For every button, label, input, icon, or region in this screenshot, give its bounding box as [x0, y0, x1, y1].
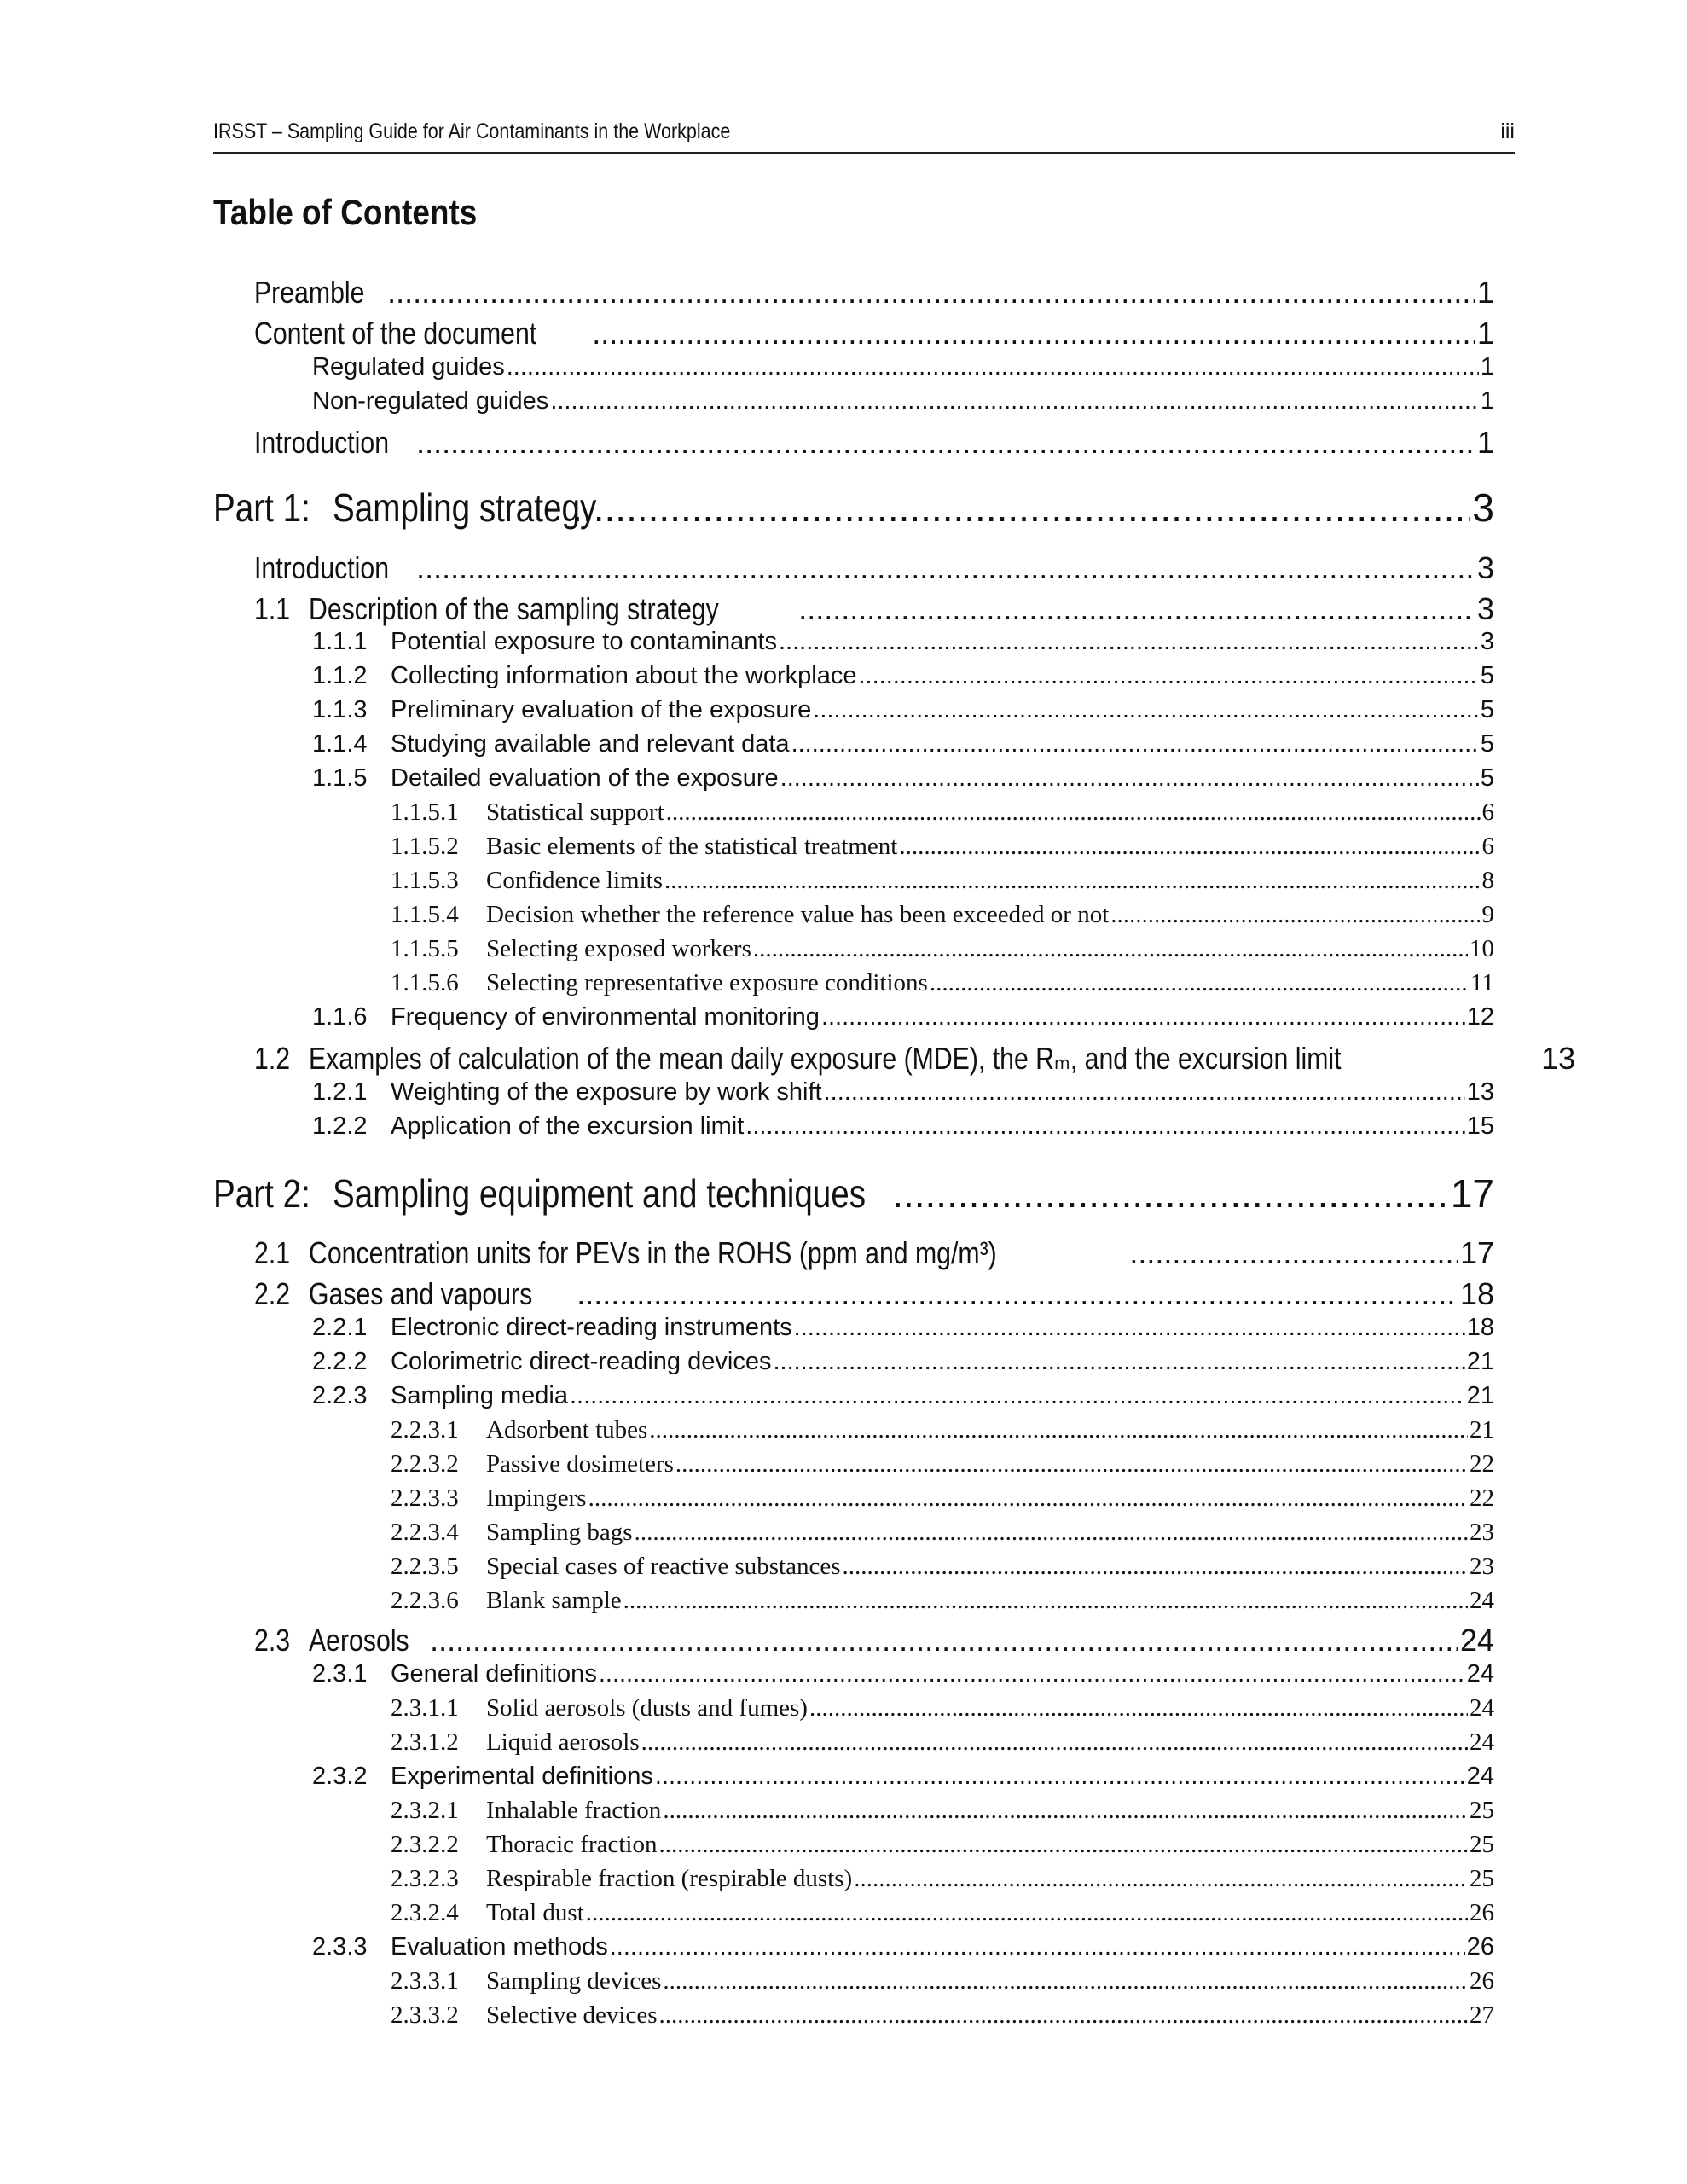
toc-entry-label: Weighting of the exposure by work shift [391, 1078, 822, 1106]
dot-leader [843, 1553, 1469, 1581]
toc-entry-label: Non-regulated guides [312, 387, 549, 415]
toc-entry-page: 3 [1476, 550, 1494, 585]
toc-entry[interactable] [312, 730, 1494, 764]
toc-entry[interactable] [391, 1899, 1494, 1933]
toc-entry-label: Aerosols [309, 1623, 409, 1658]
running-title: IRSST – Sampling Guide for Air Contaminants in the Workplace [213, 119, 731, 143]
toc-entry-label: Potential exposure to contaminants [391, 628, 777, 655]
toc-entry-label: Adsorbent tubes [486, 1416, 648, 1443]
toc-entry-page: 22 [1470, 1450, 1494, 1478]
toc-entry-number: 1.1.5.3 [391, 867, 459, 894]
dot-leader [659, 2001, 1469, 2030]
toc-entry-number: 2.3.3.2 [391, 2001, 459, 2029]
toc-entry-label: Blank sample [486, 1587, 622, 1614]
toc-entry-page: 24 [1466, 1660, 1494, 1687]
toc-entry-number: 1.1.4 [312, 730, 368, 758]
dot-leader [655, 1763, 1465, 1791]
toc-entry-label: Respirable fraction (respirable dusts) [486, 1865, 853, 1892]
dot-leader [773, 1348, 1464, 1376]
toc-entry-page: 13 [1541, 1041, 1576, 1076]
toc-entry[interactable] [254, 550, 1494, 584]
dot-leader [899, 833, 1480, 861]
toc-entry-label: General definitions [391, 1660, 597, 1687]
toc-entry-number: 2.3 [254, 1623, 291, 1658]
toc-entry[interactable] [254, 1041, 1576, 1076]
dot-leader [779, 628, 1479, 656]
toc-entry-number: 2.2.3.6 [391, 1587, 459, 1614]
toc-entry-number: 1.1.2 [312, 662, 368, 689]
toc-entry[interactable] [391, 1797, 1494, 1831]
toc-entry-label: Electronic direct-reading instruments [391, 1314, 792, 1341]
toc-entry-number: 1.2.1 [312, 1078, 368, 1106]
toc-entry-label: Liquid aerosols [486, 1728, 640, 1756]
toc-entry-number: 2.3.2 [312, 1763, 368, 1790]
toc-entry[interactable] [312, 1763, 1494, 1797]
dot-leader [791, 730, 1479, 758]
dot-leader [666, 799, 1481, 827]
toc-entry-page: 13 [1466, 1078, 1494, 1106]
toc-entry-page: 26 [1470, 1967, 1494, 1995]
toc-entry-number: 2.2 [254, 1276, 291, 1311]
toc-entry-number: 2.3.1.1 [391, 1694, 459, 1722]
toc-entry-number: 2.2.2 [312, 1348, 368, 1375]
toc-entry[interactable] [391, 969, 1494, 1003]
toc-entry-page: 21 [1466, 1348, 1494, 1375]
toc-entry-page: 1 [1480, 387, 1494, 415]
toc-entry-label: Regulated guides [312, 353, 505, 380]
toc-entry-number: 2.3.1.2 [391, 1728, 459, 1756]
toc-entry[interactable] [312, 1382, 1494, 1416]
toc-entry[interactable] [254, 1623, 1494, 1657]
toc-entry-label: Selecting exposed workers [486, 935, 751, 962]
toc-entry-number: 1.1.5.5 [391, 935, 459, 962]
toc-entry-page: 25 [1470, 1797, 1494, 1824]
toc-entry-label: Description of the sampling strategy [309, 591, 719, 626]
toc-entry-number: 2.2.3.5 [391, 1553, 459, 1580]
toc-entry-number: 2.3.3 [312, 1933, 368, 1960]
page-number: iii [1500, 119, 1515, 143]
toc-entry-page: 8 [1481, 867, 1494, 894]
dot-leader [570, 1382, 1465, 1410]
toc-entry[interactable] [391, 1553, 1494, 1587]
toc-entry-page: 3 [1472, 485, 1494, 530]
toc-entry[interactable] [391, 1694, 1494, 1728]
toc-entry[interactable] [312, 1003, 1494, 1037]
toc-part-number: Part 1: [213, 485, 310, 530]
toc-entry-number: 1.1.5.2 [391, 833, 459, 860]
dot-leader [610, 1933, 1465, 1961]
toc-entry-label: Colorimetric direct-reading devices [391, 1348, 772, 1375]
toc-entry-page: 10 [1470, 935, 1494, 962]
toc-entry-number: 2.3.2.2 [391, 1831, 459, 1858]
toc-entry-page: 17 [1459, 1235, 1494, 1270]
toc-entry-number: 2.3.2.1 [391, 1797, 459, 1824]
dot-leader [1129, 1235, 1458, 1271]
toc-entry-page: 18 [1466, 1314, 1494, 1341]
toc-entry-page: 25 [1470, 1865, 1494, 1892]
toc-entry-number: 1.1.3 [312, 696, 368, 723]
toc-entry[interactable] [312, 1933, 1494, 1967]
toc-entry-label: Collecting information about the workplace [391, 662, 857, 689]
toc-entry-label: Gases and vapours [309, 1276, 533, 1311]
toc-part-heading[interactable] [213, 485, 1494, 530]
toc-entry[interactable] [312, 696, 1494, 730]
toc-entry[interactable] [312, 628, 1494, 662]
toc-entry-number: 1.2 [254, 1041, 291, 1076]
toc-entry-page: 21 [1470, 1416, 1494, 1443]
toc-entry[interactable] [391, 1484, 1494, 1519]
toc-entry-page: 1 [1476, 275, 1494, 310]
toc-entry-page: 6 [1481, 799, 1494, 826]
toc-entry[interactable] [391, 799, 1494, 833]
dot-leader [586, 1899, 1468, 1927]
toc-entry-label: Inhalable fraction [486, 1797, 662, 1824]
toc-entry-page: 1 [1480, 353, 1494, 380]
toc-entry-number: 1.2.2 [312, 1112, 368, 1140]
toc-entry[interactable] [312, 353, 1494, 387]
toc-entry-label: Thoracic fraction [486, 1831, 658, 1858]
toc-entry-label: Preliminary evaluation of the exposure [391, 696, 812, 723]
dot-leader [930, 969, 1469, 997]
toc-entry-page: 24 [1466, 1763, 1494, 1790]
dot-leader [571, 485, 1470, 531]
toc-entry-label: Selective devices [486, 2001, 658, 2029]
toc-entry[interactable] [391, 1519, 1494, 1553]
toc-entry-page: 3 [1476, 591, 1494, 626]
toc-entry-number: 1.1.5.1 [391, 799, 459, 826]
toc-entry-label: Statistical support [486, 799, 664, 826]
toc-entry-number: 1.1.6 [312, 1003, 368, 1031]
toc-entry-number: 2.3.2.4 [391, 1899, 459, 1926]
toc-entry-page: 24 [1470, 1694, 1494, 1722]
dot-leader [798, 591, 1475, 627]
dot-leader [794, 1314, 1465, 1342]
dot-leader [592, 316, 1475, 351]
toc-entry-label: Introduction [254, 425, 390, 460]
dot-leader [641, 1728, 1468, 1757]
toc-entry-page: 26 [1466, 1933, 1494, 1960]
toc-entry-page: 15 [1466, 1112, 1494, 1140]
toc-entry[interactable] [312, 387, 1494, 421]
toc-entry[interactable] [391, 935, 1494, 969]
toc-entry-label: Content of the document [254, 316, 537, 351]
toc-entry-page: 27 [1470, 2001, 1494, 2029]
toc-entry-number: 1.1.5.6 [391, 969, 459, 996]
toc-entry-number: 2.3.3.1 [391, 1967, 459, 1995]
toc-entry-number: 2.2.3.1 [391, 1416, 459, 1443]
toc-entry-label: Preamble [254, 275, 365, 310]
toc-entry[interactable] [312, 1660, 1494, 1694]
toc-entry-number: 2.3.1 [312, 1660, 368, 1687]
dot-leader [599, 1660, 1465, 1688]
toc-entry-label: Detailed evaluation of the exposure [391, 764, 779, 792]
toc-entry-page: 24 [1470, 1587, 1494, 1614]
toc-entry-page: 9 [1481, 901, 1494, 928]
toc-entry-number: 1.1.5 [312, 764, 368, 792]
dot-leader [416, 425, 1475, 461]
toc-entry-label: Basic elements of the statistical treatment [486, 833, 898, 860]
dot-leader [416, 550, 1475, 586]
toc-entry-page: 1 [1476, 316, 1494, 351]
toc-entry[interactable] [391, 1831, 1494, 1865]
toc-entry-page: 5 [1480, 730, 1494, 758]
toc-entry-number: 1.1.1 [312, 628, 368, 655]
dot-leader [658, 1831, 1468, 1859]
dot-leader [858, 662, 1478, 690]
toc-entry-number: 2.2.3.4 [391, 1519, 459, 1546]
dot-leader [430, 1623, 1458, 1658]
running-header [213, 119, 1515, 154]
toc-entry-page: 5 [1480, 662, 1494, 689]
toc-entry[interactable] [391, 867, 1494, 901]
toc-entry-page: 26 [1470, 1899, 1494, 1926]
toc-entry-page: 18 [1459, 1276, 1494, 1311]
toc-entry-label: Sampling media [391, 1382, 568, 1409]
toc-entry-label: Sampling devices [486, 1967, 662, 1995]
toc-entry-number: 2.3.2.3 [391, 1865, 459, 1892]
toc-entry-page: 23 [1470, 1519, 1494, 1546]
toc-entry-label: Frequency of environmental monitoring [391, 1003, 820, 1031]
toc-entry-page: 23 [1470, 1553, 1494, 1580]
toc-entry-page: 12 [1466, 1003, 1494, 1031]
toc-entry-number: 2.2.1 [312, 1314, 368, 1341]
toc-entry[interactable] [254, 425, 1494, 459]
toc-entry[interactable] [312, 1314, 1494, 1348]
toc-entry[interactable] [312, 1078, 1494, 1112]
toc-entry-page: 3 [1480, 628, 1494, 655]
dot-leader [854, 1865, 1468, 1893]
toc-entry-label: Examples of calculation of the mean daily exposure (MDE), the Rₘ, and the excursion limit [309, 1041, 1342, 1076]
toc-entry-number: 1.1.5.4 [391, 901, 459, 928]
dot-leader [824, 1078, 1465, 1107]
toc-entry[interactable] [312, 662, 1494, 696]
toc-entry[interactable] [391, 833, 1494, 867]
toc-entry-page: 17 [1450, 1171, 1494, 1216]
toc-entry-number: 2.2.3.3 [391, 1484, 459, 1512]
dot-leader [635, 1519, 1468, 1547]
toc-entry-label: Sampling equipment and techniques [333, 1171, 867, 1216]
toc-entry-page: 5 [1480, 696, 1494, 723]
dot-leader [664, 867, 1481, 895]
dot-leader [1110, 901, 1480, 929]
toc-entry[interactable] [391, 1587, 1494, 1621]
toc-entry-label: Experimental definitions [391, 1763, 653, 1790]
toc-entry-page: 24 [1470, 1728, 1494, 1756]
toc-entry-label: Studying available and relevant data [391, 730, 790, 758]
toc-entry-label: Passive dosimeters [486, 1450, 674, 1478]
dot-leader [577, 1276, 1458, 1312]
toc-entry-label: Total dust [486, 1899, 584, 1926]
toc-entry[interactable] [254, 591, 1494, 625]
toc-entry[interactable] [312, 1348, 1494, 1382]
dot-leader [780, 764, 1479, 793]
toc-entry-number: 1.1 [254, 591, 291, 626]
toc-entry[interactable] [391, 1728, 1494, 1763]
toc-entry-page: 6 [1481, 833, 1494, 860]
dot-leader [623, 1587, 1468, 1615]
toc-entry-page: 24 [1459, 1623, 1494, 1658]
dot-leader [753, 935, 1468, 963]
toc-entry-page: 1 [1476, 425, 1494, 460]
toc-part-heading[interactable] [213, 1170, 1494, 1216]
toc-entry-label: Sampling strategy [333, 485, 597, 530]
toc-entry-label: Solid aerosols (dusts and fumes) [486, 1694, 808, 1722]
toc-entry-label: Introduction [254, 550, 390, 585]
toc-entry[interactable] [391, 1450, 1494, 1484]
toc-entry[interactable] [254, 1235, 1494, 1269]
toc-entry-page: 21 [1466, 1382, 1494, 1409]
dot-leader [745, 1112, 1464, 1141]
toc-entry[interactable] [391, 1865, 1494, 1899]
toc-entry[interactable] [391, 2001, 1494, 2036]
dot-leader [663, 1967, 1468, 1995]
toc-entry-page: 25 [1470, 1831, 1494, 1858]
toc-entry-label: Impingers [486, 1484, 587, 1512]
toc-entry-number: 2.2.3.2 [391, 1450, 459, 1478]
toc-entry[interactable] [312, 1112, 1494, 1147]
toc-entry-page: 22 [1470, 1484, 1494, 1512]
dot-leader [663, 1797, 1468, 1825]
toc-part-number: Part 2: [213, 1171, 310, 1216]
toc-entry[interactable] [254, 1276, 1494, 1310]
dot-leader [588, 1484, 1468, 1513]
toc-entry[interactable] [391, 1967, 1494, 2001]
dot-leader [809, 1694, 1468, 1722]
dot-leader [813, 696, 1479, 724]
toc-entry[interactable] [254, 275, 1494, 309]
toc-entry-number: 2.2.3 [312, 1382, 368, 1409]
toc-entry-page: 5 [1480, 764, 1494, 792]
toc-entry-label: Evaluation methods [391, 1933, 608, 1960]
toc-entry[interactable] [254, 316, 1494, 350]
dot-leader [649, 1416, 1468, 1444]
dot-leader [675, 1450, 1468, 1478]
toc-title: Table of Contents [213, 192, 478, 232]
toc-entry-label: Application of the excursion limit [391, 1112, 745, 1140]
dot-leader [892, 1170, 1449, 1217]
toc-entry-label: Sampling bags [486, 1519, 633, 1546]
toc-entry[interactable] [391, 1416, 1494, 1450]
toc-entry[interactable] [312, 764, 1494, 799]
toc-entry[interactable] [391, 901, 1494, 935]
toc-entry-label: Confidence limits [486, 867, 663, 894]
toc-entry-number: 2.1 [254, 1235, 291, 1270]
dot-leader [550, 387, 1479, 415]
dot-leader [507, 353, 1479, 381]
dot-leader [821, 1003, 1465, 1031]
toc-entry-page: 11 [1470, 969, 1494, 996]
toc-entry-label: Decision whether the reference value has been exceeded or not [486, 901, 1110, 928]
toc-entry-label: Special cases of reactive substances [486, 1553, 841, 1580]
toc-entry-label: Concentration units for PEVs in the ROHS (ppm and mg/m³) [309, 1235, 997, 1270]
dot-leader [387, 275, 1475, 311]
toc-entry-label: Selecting representative exposure conditions [486, 969, 928, 996]
